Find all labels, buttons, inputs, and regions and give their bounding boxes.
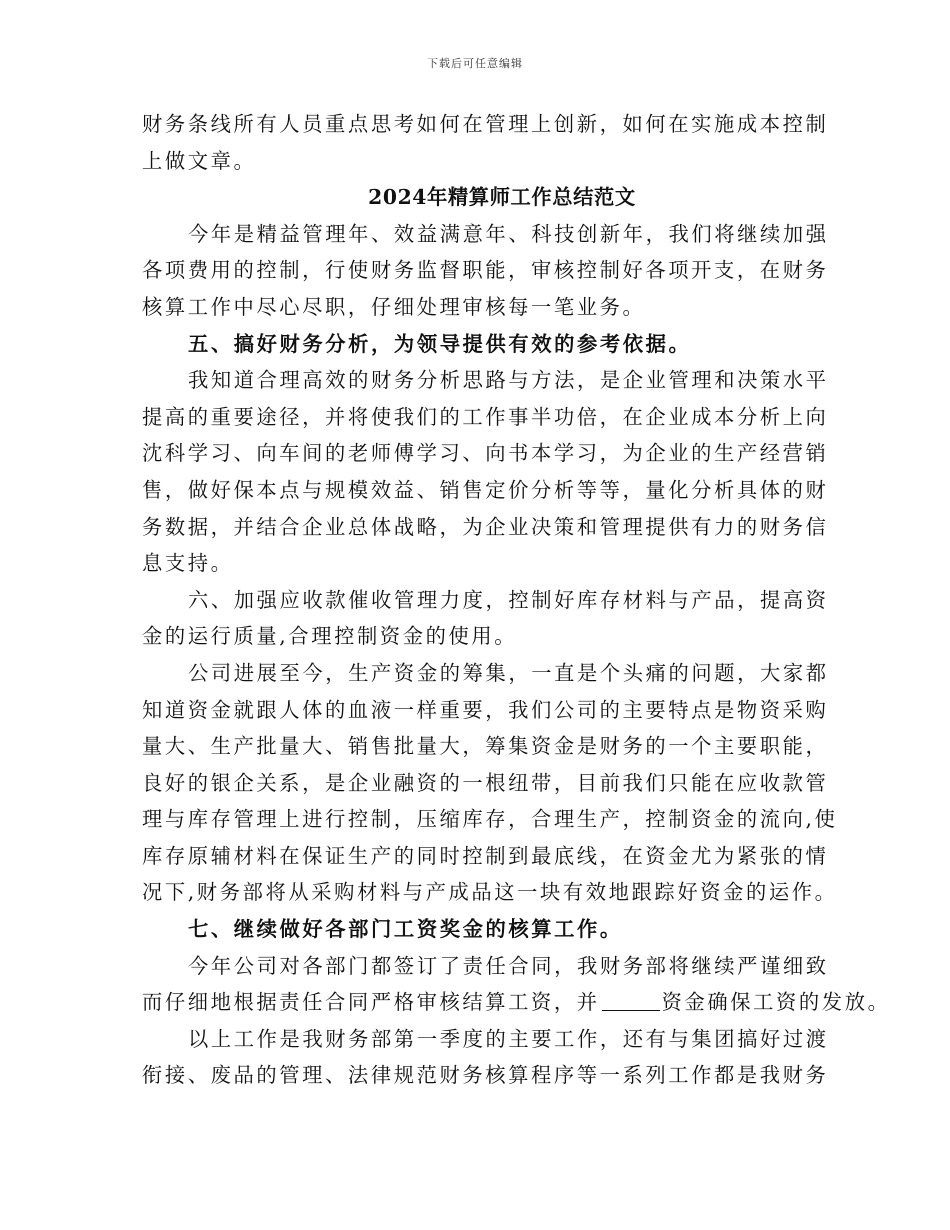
text-line: 量大、生产批量大、销售批量大，筹集资金是财务的一个主要职能， (142, 734, 829, 759)
text-line: 公司进展至今，生产资金的筹集，一直是个头痛的问题，大家都 (188, 660, 829, 685)
text-segment: 而仔细地根据责任合同严格审核结算工资，并 (142, 990, 600, 1015)
text-line: 库存原辅材料在保证生产的同时控制到最底线，在资金尤为紧张的情 (142, 843, 829, 868)
section-heading: 七、继续做好各部门工资奖金的核算工作。 (188, 917, 623, 942)
text-line: 上做文章。 (142, 148, 257, 173)
text-line (142, 984, 891, 1021)
text-line: 售，做好保本点与规模效益、销售定价分析等等，量化分析具体的财 (142, 477, 829, 502)
text-line: 六、加强应收款催收管理力度，控制好库存材料与产品，提高资 (188, 587, 829, 612)
text-line: 衔接、废品的管理、法律规范财务核算程序等一系列工作都是我财务 (142, 1063, 829, 1088)
text-line: 我知道合理高效的财务分析思路与方法，是企业管理和决策水平 (188, 368, 829, 393)
fill-in-blank (602, 988, 660, 1011)
section-heading: 五、搞好财务分析，为领导提供有效的参考依据。 (188, 331, 692, 356)
text-segment: 资金确保工资的发放。 (661, 990, 891, 1015)
text-line: 提高的重要途径，并将使我们的工作事半功倍，在企业成本分析上向 (142, 404, 829, 429)
document-body (142, 106, 891, 1094)
page-header: 下载后可任意编辑 (427, 57, 523, 70)
text-line: 金的运行质量,合理控制资金的使用。 (142, 624, 518, 649)
text-line: 以上工作是我财务部第一季度的主要工作，还有与集团搞好过渡 (188, 1026, 829, 1051)
text-line: 财务条线所有人员重点思考如何在管理上创新，如何在实施成本控制 (142, 112, 829, 136)
text-line: 务数据，并结合企业总体战略，为企业决策和管理提供有力的财务信 (142, 514, 829, 539)
text-line: 良好的银企关系，是企业融资的一根纽带，目前我们只能在应收款管 (142, 770, 829, 795)
document-title: 2024年精算师工作总结范文 (368, 185, 636, 210)
text-line: 理与库存管理上进行控制，压缩库存，合理生产，控制资金的流向,使 (142, 807, 838, 832)
text-line: 今年公司对各部门都签订了责任合同，我财务部将继续严谨细致 (188, 953, 829, 978)
text-line: 况下,财务部将从采购材料与产成品这一块有效地跟踪好资金的运作。 (142, 880, 838, 905)
text-line: 今年是精益管理年、效益满意年、科技创新年，我们将继续加强 (188, 221, 829, 246)
text-line: 核算工作中尽心尽职，仔细处理审核每一笔业务。 (142, 294, 646, 319)
text-line: 知道资金就跟人体的血液一样重要，我们公司的主要特点是物资采购 (142, 697, 829, 722)
text-line: 沈科学习、向车间的老师傅学习、向书本学习，为企业的生产经营销 (142, 441, 829, 466)
text-line: 息支持。 (142, 551, 234, 576)
text-line: 各项费用的控制，行使财务监督职能，审核控制好各项开支，在财务 (142, 258, 829, 283)
